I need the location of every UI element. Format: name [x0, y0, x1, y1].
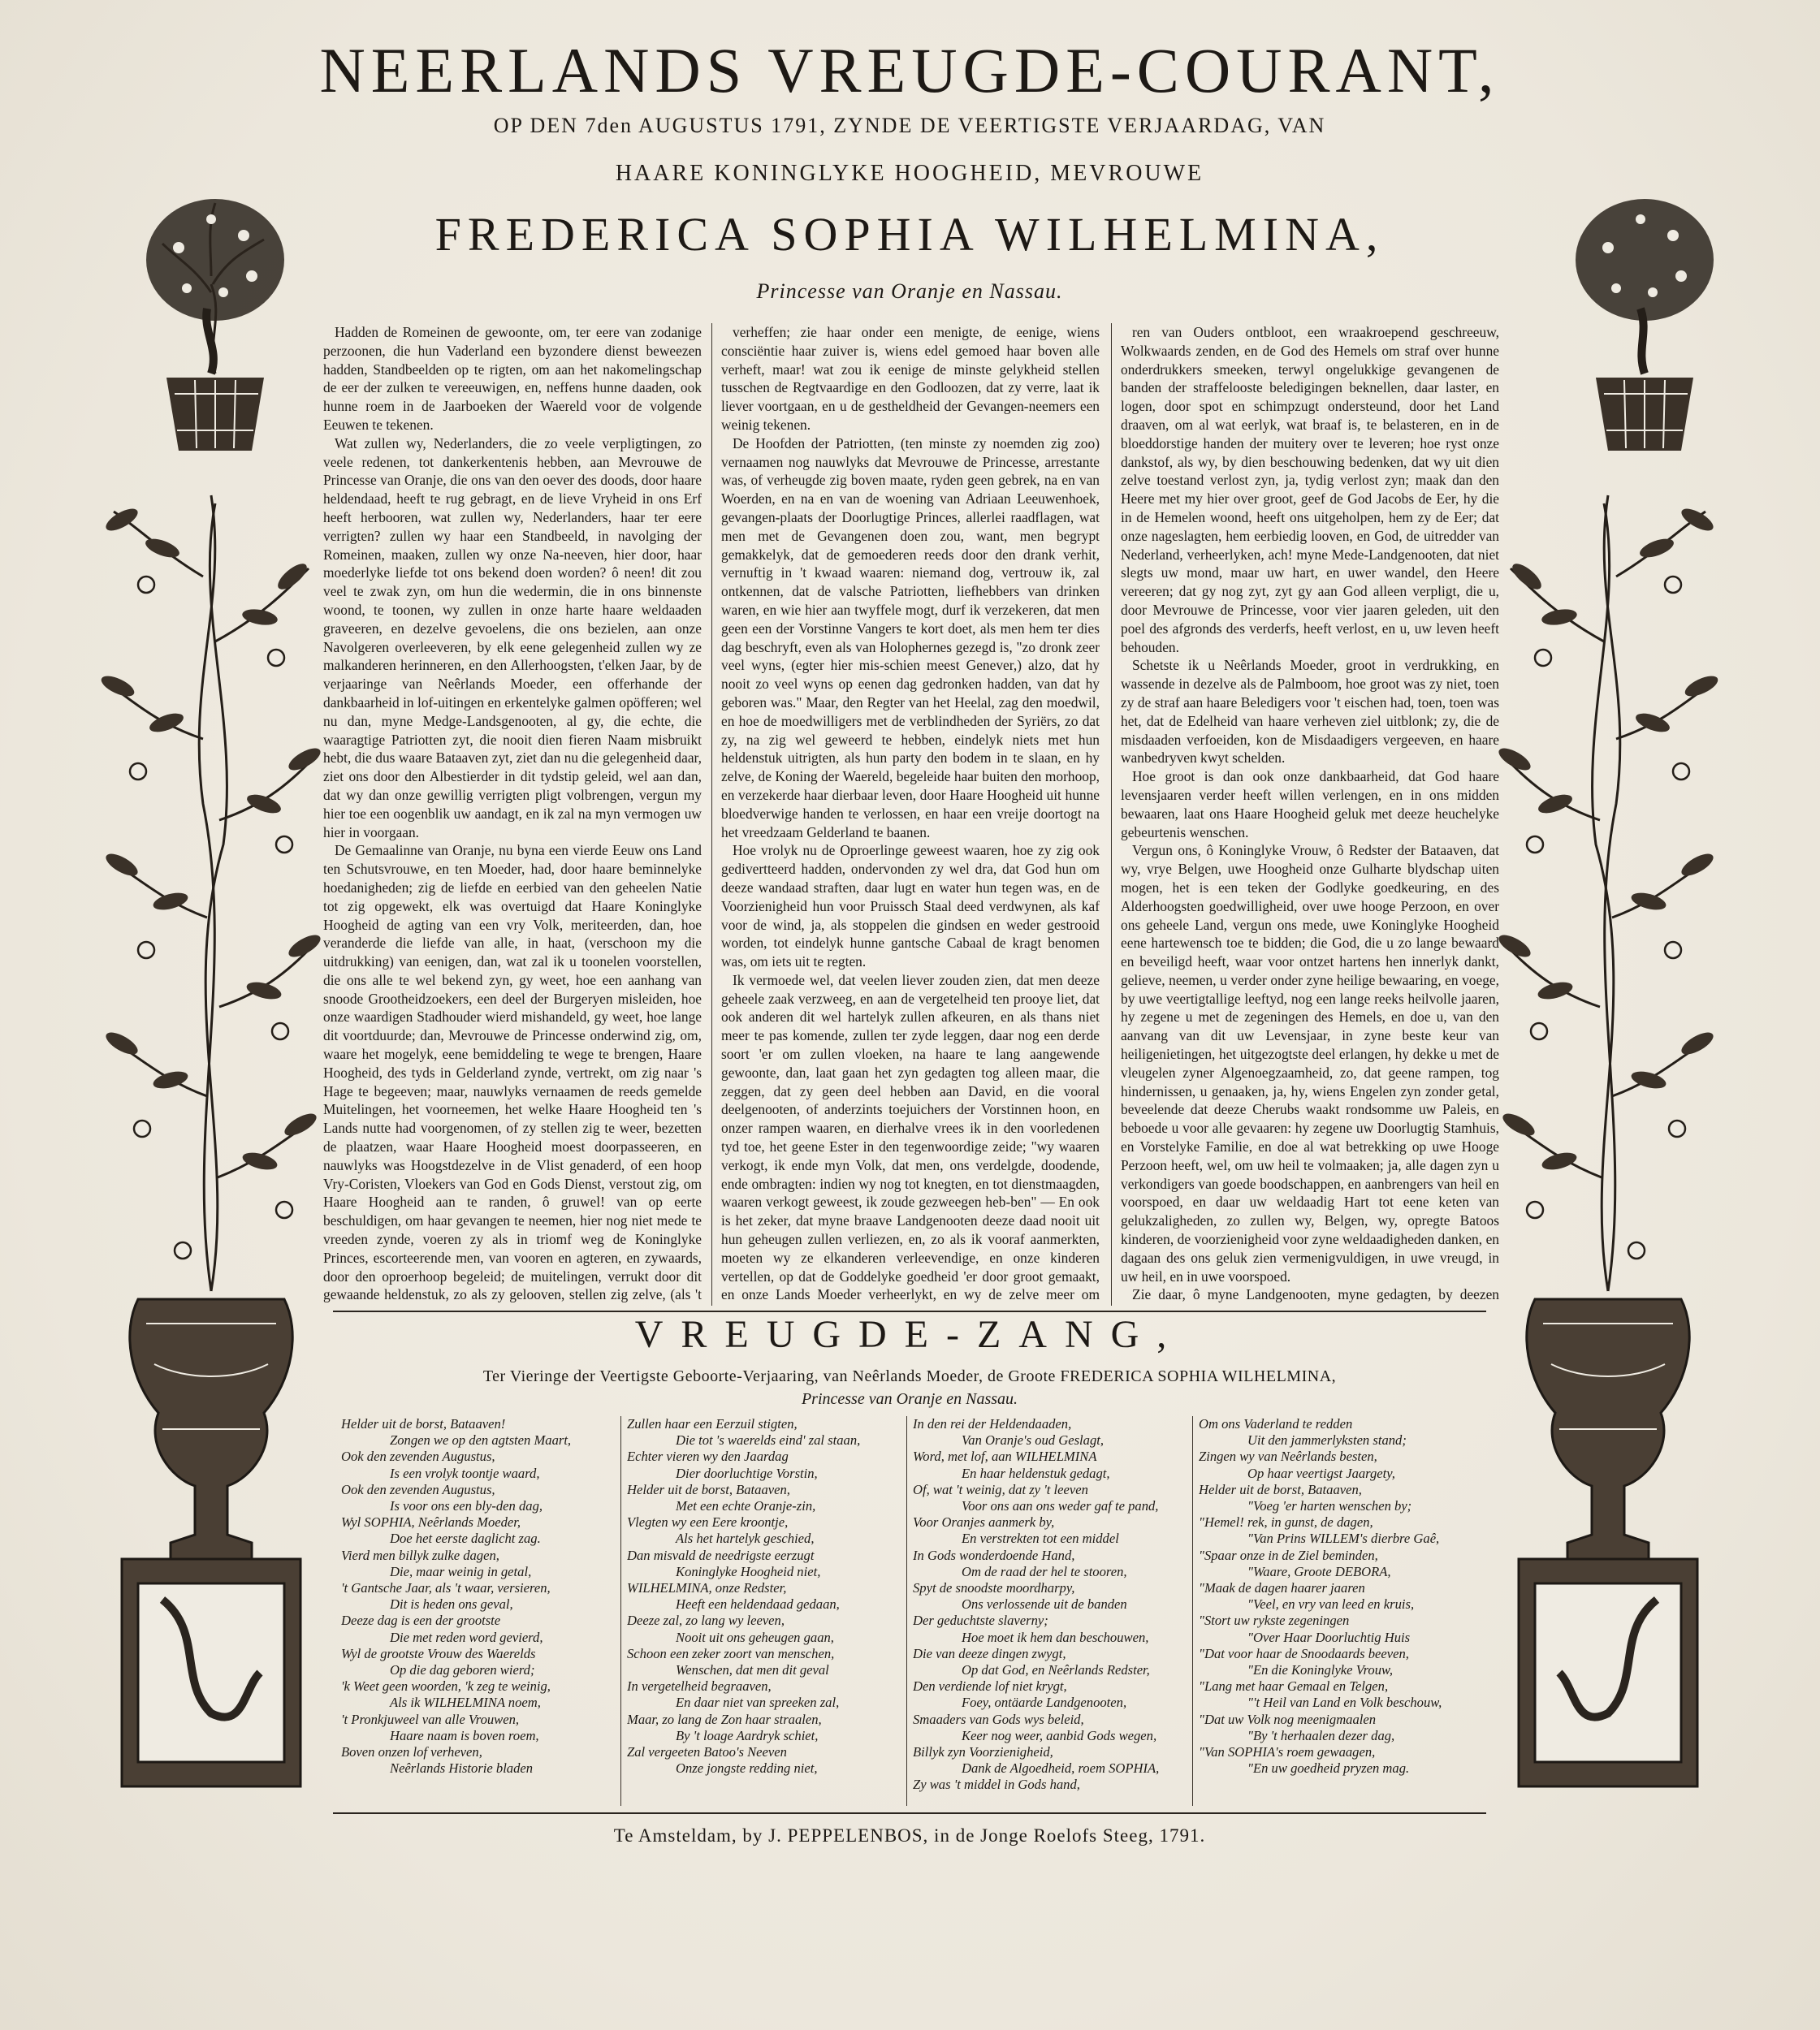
article-column-2: [721, 323, 1100, 1306]
verse-line: Onze jongste redding niet,: [676, 1760, 818, 1777]
verse-line: Die van deeze dingen zwygt,: [913, 1645, 1066, 1661]
verse-line: Met een echte Oranje-zin,: [676, 1498, 816, 1514]
verse-line: Neêrlands Historie bladen: [390, 1760, 534, 1777]
article-paragraph: Schetste ik u Neêrlands Moeder, groot in verdrukking, en wassende in dezelve als de Palmboom, hoe groot was zy niet, toen zy de straf aan haare Beledigers voor 't eischen had, toen, toen was het, dat de Edelheid van haare verheven ziel uitblonk; zy, die de misdaaden verfoeiden, kon de Misdaadigers vergeeven, en haare wanbedryven kwyt schelden.: [1121, 657, 1499, 767]
verse-line: Op die dag geboren wierd;: [390, 1662, 535, 1678]
verse-line: En verstrekten tot een middel: [962, 1531, 1119, 1547]
verse-line: Maar, zo lang de Zon haar straalen,: [627, 1711, 822, 1727]
verse-line: Helder uit de borst, Bataaven!: [341, 1416, 506, 1432]
verse-line: Schoon een zeker zoort van menschen,: [627, 1645, 835, 1661]
printer-imprint: Te Amsteldam, by J. PEPPELENBOS, in de Jonge Roelofs Steeg, 1791.: [613, 1825, 1206, 1846]
verse-line: In den rei der Heldendaaden,: [913, 1416, 1072, 1432]
verse-line: Of, wat 't weinig, dat zy 't leeven: [913, 1481, 1088, 1497]
verse-line: Op dat God, en Neêrlands Redster,: [962, 1662, 1150, 1678]
verse-line: 't Gantsche Jaar, als 't waar, versieren,: [341, 1580, 551, 1596]
verse-line: Dan misvald de needrigste eerzugt: [627, 1547, 815, 1563]
song-title: VREUGDE-ZANG,: [634, 1313, 1185, 1356]
verse-line: "Hemel! rek, in gunst, de dagen,: [1199, 1514, 1373, 1531]
verse-line: Dit is heden ons geval,: [390, 1596, 513, 1613]
verse-line: Die met reden word gevierd,: [390, 1629, 543, 1645]
verse-line: Haare naam is boven roem,: [390, 1727, 539, 1743]
column-divider: [1111, 323, 1112, 1306]
section-rule: [333, 1812, 1486, 1814]
verse-line: "By 't herhaalen dezer dag,: [1247, 1727, 1395, 1743]
verse-line: In vergetelheid begraaven,: [627, 1678, 772, 1695]
verse-line: Uit den jammerlyksten stand;: [1247, 1432, 1407, 1449]
article-column-3: [1121, 323, 1499, 1306]
honoree-name: FREDERICA SOPHIA WILHELMINA,: [434, 208, 1385, 261]
verse-line: Dier doorluchtige Vorstin,: [676, 1465, 818, 1481]
verse-line: Echter vieren wy den Jaardag: [627, 1449, 789, 1465]
verse-line: "'t Heil van Land en Volk beschouw,: [1247, 1695, 1442, 1711]
verse-line: Spyt de snoodste moordharpy,: [913, 1580, 1075, 1596]
verse-line: Zal vergeeten Batoo's Neeven: [627, 1744, 787, 1760]
verse-line: "Waare, Groote DEBORA,: [1247, 1563, 1391, 1579]
verse-line: Zy was 't middel in Gods hand,: [913, 1777, 1080, 1793]
verse-line: Voor ons aan ons weder gaf te pand,: [962, 1498, 1159, 1514]
verse-line: Als ik WILHELMINA noem,: [390, 1695, 541, 1711]
verse-line: "Van Prins WILLEM's dierbre Gaê,: [1247, 1531, 1440, 1547]
verse-line: Foey, ontäarde Landgenooten,: [962, 1695, 1127, 1711]
verse-line: "Over Haar Doorluchtig Huis: [1247, 1629, 1411, 1645]
verse-line: "Lang met haar Gemaal en Telgen,: [1199, 1678, 1389, 1695]
article-paragraph: Hadden de Romeinen de gewoonte, om, ter eere van zodanige perzoonen, die hun Vaderland een byzondere dienst beweezen hadden, Standbeelden op te rigten, om aan het nakomelingschap de eer der zulken te vereeuwigen, en, neffens hunne daaden, ook hunne roem in de Jaarboeken der Waereld voor de volgende Eeuwen te tekenen.: [323, 324, 702, 433]
honoree-title: Princesse van Oranje en Nassau.: [756, 279, 1063, 303]
verse-column-2: [627, 1416, 900, 1806]
verse-line: Wenschen, dat men dit geval: [676, 1662, 829, 1678]
article-columns: [323, 323, 1499, 1306]
verse-line: Ook den zevenden Augustus,: [341, 1481, 495, 1497]
verse-line: Is voor ons een bly-den dag,: [390, 1498, 543, 1514]
orange-tree-urn-right-icon: [1486, 479, 1730, 1795]
verse-line: Doe het eerste daglicht zag.: [390, 1531, 541, 1547]
verse-line: 'k Weet geen woorden, 'k zeg te weinig,: [341, 1678, 551, 1695]
verse-line: "Dat voor haar de Snoodaards beeven,: [1199, 1645, 1409, 1661]
verse-line: Vierd men billyk zulke dagen,: [341, 1547, 499, 1563]
verse-line: "Maak de dagen haarer jaaren: [1199, 1580, 1365, 1596]
newspaper-title: NEERLANDS VREUGDE-COURANT,: [319, 35, 1500, 106]
verse-line: Der geduchtste slaverny;: [913, 1613, 1048, 1629]
verse-line: By 't loage Aardryk schiet,: [676, 1727, 819, 1743]
column-divider: [711, 323, 712, 1306]
verse-line: En daar niet van spreeken zal,: [676, 1695, 840, 1711]
verse-line: Helder uit de borst, Bataaven,: [1199, 1481, 1362, 1497]
potted-tree-right-icon: [1559, 171, 1730, 463]
verse-line: Die tot 's waerelds eind' zal staan,: [676, 1432, 861, 1449]
dateline: OP DEN 7den AUGUSTUS 1791, ZYNDE DE VEERTIGSTE VERJAARDAG, VAN: [493, 114, 1326, 137]
verse-line: Van Oranje's oud Geslagt,: [962, 1432, 1105, 1449]
dedication-line: HAARE KONINGLYKE HOOGHEID, MEVROUWE: [615, 161, 1204, 186]
verse-line: "Dat uw Volk nog meenigmaalen: [1199, 1711, 1377, 1727]
verse-divider: [1192, 1416, 1193, 1806]
verse-line: Ons verlossende uit de banden: [962, 1596, 1127, 1613]
verse-line: "Spaar onze in de Ziel beminden,: [1199, 1547, 1378, 1563]
article-paragraph: Wat zullen wy, Nederlanders, die zo veele verpligtingen, zo veele redenen, tot dankerkentenis hebben, aan Mevrouwe de Princesse van Oranje, die ons van den oever des doods, door haare heldendaad, heeft te rug gebragt, en de lieve Vryheid in ons Erf heeft herbooren, wat zullen wy, Nederlanders, haar ter eere verrigten? zullen wy haar een Standbeeld, in navolging der Romeinen, maaken, zullen wy onze Na-neeven, hier door, haar moederlyke liefde tot ons bekend doen worden? ô neen! dit zou veel te zwak zyn, om hun die wedermin, die in ons binnenste woond, te toonen, wy zullen in onze harte haare weldaaden graveeren, en dezelve gevoelens, die ons bezielen, aan onze Navolgeren overleeveren, by elk eene gelegenheid zullen wy ze malkanderen herinneren, en den Allerhoogsten, t'elken Jaar, by de verjaaringe van Neêrlands Moeder, een offerhande der dankbaarheid in lof-uitingen en erkentelyke galmen opöfferen; wel nu dan, myne Medge-Landsgenooten, al gy, die echte, die waaragtige Patriotten zyt, die nooit dien fieren Naam misbruikt hebt, die dus waare Bataaven zyt, ziet dan nu die gelegenheid daar, ziet ons door den Albestierder in dit tydstip geleid, wel aan dan, dat wy dan onze gewillig verrigten pligt volbrengen, vergun my hier toe een oogenblik uw aandagt, en ik zal na myn vermogen uw hier in voorgaan.: [323, 434, 702, 840]
verse-line: Zongen we op den agtsten Maart,: [390, 1432, 572, 1449]
article-paragraph: De Gemaalinne van Oranje, nu byna een vierde Eeuw ons Land ten Schutsvrouwe, en ten Moeder, had, door haare beminnelyke hoedanigheden; zig de liefde en eerbied van den geheelen Natie tot zig opgewekt, elk was overtuigd dat Haare Koninglyke Hoogheid de agting van een vry Volk, meriteerden, dan, hoe veranderde die liefde van alle, in haat, (verschoon my die uitdrukking) van eenigen, dan, wat zal ik u toonelen voorstellen, die ons alle te wel bekend zyn, gy weet, hoe een aanhang van snoode Grootheidzoekers, een deel der Burgeryen misleiden, hoe onze waardigen Stadhouder wierd mishandeld, gy weet, hoe lange dit voortduurde; dan, Mevrouwe de Princesse onderwind zig, om, waare het mogelyk, eene bemiddeling te wege te brengen, Haare Hoogheid, des tyds in Gelderland zynde, vertrekt, om zig naar 's Hage te begeeven; maar, nauwlyks vernaamen de reeds gemelde Muitelingen, het voorneemen, het welke Haare Hoogheid ten 's Lands nutte had voorgenomen, of zy stellen zig te weer, bezetten de plaatzen, waar Haare Hoogheid moest doorpasseeren, en nauwlyks was Hoogstdezelve in de Vlist genaderd, of een hoop Vry-Coristen, Vloekers van God en Gods Dienst, verstout zig, om Haare Hoogheid aan te randen, ô gruwel! van op eerte beschuldigen, om haar gevangen te neemen, hier nog niet mede te vreeden zynde, voeren zy als in triomf weg de Koninglyke Princes, escorteerende men, van vooren en agteren, en zywaards, door den oproerhoop begeleid; de muitelingen, verrukt door dit gewaande heldenstuk, zo als zy gelooven, stellen zig zelve, (als 't: [323, 842, 702, 1303]
verse-line: Boven onzen lof verheven,: [341, 1744, 482, 1760]
verse-line: Dank de Algoedheid, roem SOPHIA,: [962, 1760, 1160, 1777]
potted-tree-left-icon: [130, 171, 300, 463]
verse-line: Ook den zevenden Augustus,: [341, 1449, 495, 1465]
verse-line: "En uw goedheid pryzen mag.: [1247, 1760, 1410, 1777]
article-paragraph: Hoe vrolyk nu de Oproerlinge geweest waaren, hoe zy zig ook gedivertteerd hadden, ondervonden zy wel dra, dat God hun om deeze wandaad straften, daar lugt en water hun tegen was, en de Voorzienigheid hun voor Pruissch Staal deed verdwynen, als kaf voor de wind, ja, als stoppelen die gindsen en weder gestrooid worden, tot eindelyk hunne gantsche Cabaal de kragt benomen was, om iets uit te regten.: [721, 842, 1100, 970]
verse-line: "Veel, en vry van leed en kruis,: [1247, 1596, 1415, 1613]
verse-line: Den verdiende lof niet krygt,: [913, 1678, 1067, 1695]
song-verses: [341, 1416, 1478, 1806]
song-subtitle-princess: Princesse van Oranje en Nassau.: [801, 1390, 1018, 1408]
verse-line: In Gods wonderdoende Hand,: [913, 1547, 1075, 1563]
verse-line: Op haar veertigst Jaargety,: [1247, 1465, 1395, 1481]
verse-column-1: [341, 1416, 614, 1806]
verse-column-4: [1199, 1416, 1472, 1806]
verse-line: Wyl de grootste Vrouw des Waerelds: [341, 1645, 536, 1661]
verse-line: Als het hartelyk geschied,: [676, 1531, 815, 1547]
verse-line: "Voeg 'er harten wenschen by;: [1247, 1498, 1412, 1514]
verse-line: Smaaders van Gods wys beleid,: [913, 1711, 1084, 1727]
verse-line: Wyl SOPHIA, Neêrlands Moeder,: [341, 1514, 521, 1531]
section-rule: [333, 1311, 1486, 1312]
verse-line: Deeze dag is een der grootste: [341, 1613, 501, 1629]
verse-divider: [906, 1416, 907, 1806]
article-paragraph: Ik vermoede wel, dat veelen liever zouden zien, dat men deeze geheele zaak verzweeg, en aan de vergetelheid ten prooye liet, dat ook anderen dit wel hartelyk zullen afkeuren, en als thans niet meer te pas komende, zullen ter zyde leggen, daar nog een derde soort 'er om zullen vloeken, na haare te lang aangewende gewoonte, dan, laat gaan het zyn gedagten tog alleen maar, die zeggen, dat zy geen deel hebben aan David, en die vooral deelgenooten, of anderzints toejuichers der Vorstinnen hoon, en onzer rampen waaren, en dierhalve vrees ik in den voorledenen tyd toe, het geene Ester in den tegenwoordige zeide; "wy waaren verkogt, ik ende myn Volk, dat men, ons verdelgde, doodende, ende ombragten: indien wy nog tot knegten, en tot dienstmaagden, waaren verkogt geweest, ik zoude gezweegen heb-ben" — En ook is het zeker, dat myne braave Landgenooten deeze daad nooit uit hun geheugen zullen verliezen, en, zo als ik vooraf aanmerkten, moeten wy ze elkanderen verleevendige, en onze kinderen vertellen, op dat de Goddelyke goedheid 'er door groot gemaakt, en onze Lands Moeder verheerlykt, en wy de zelve meer om: [721, 971, 1100, 1303]
article-paragraph: De Hoofden der Patriotten, (ten minste zy noemden zig zoo) vernaamen nog nauwlyks dat Mevrouwe de Princesse, arrestante was, of verheugde zig boven maate, ryden geen gebrek, na en van Woerden, en na en van de woening van Adriaan Leeuwenhoek, gevangen-plaats der Doorlugtige Princes, allerlei raadflagen, wat men met de Gevangenen doen zou, want, men begrypt gemakkelyk, dat de gemoederen reeds door den drank verhit, vernuftig in 't kwaad waaren: niemand dog, vertrouw ik, zal ontkennen, dat de valsche Patriotten, liefhebbers van drinken waren, en wie hier aan twyffele mogt, durf ik verzekeren, dat men geen een der Vorstinne Vangers te kort doet, als men hem ter dies dag beschryft, even als van Holophernes gezegd is, "zo dronk zeer veel wyns, (egter hier mis-schien meest Genever,) alzo, dat hy nooit zo veel wyns op eenen dag gedronken hadden, van dat hy geboren was." Maar, den Regter van het Heelal, zag den moedwil, en hoe de moedwilligers met de verblindheden der Syriërs, zo dat zy, na zig wel geweerd te hebben, eindelyk niets met hun heldenstuk uitrigten, als hun party den bodem in te slaan, en hy zelve, de Koning der Waereld, begeleide haar buiten den morhoop, en verzekerde haar dierbaar leven, door Haare Hoogheid uit hunne bloedverwige handen te verlossen, en haar een vreije doortogt na het vreedzaam Gelderland te baanen.: [721, 434, 1100, 840]
verse-line: En haar heldenstuk gedagt,: [962, 1465, 1110, 1481]
orange-tree-urn-left-icon: [89, 479, 333, 1795]
verse-line: Nooit uit ons geheugen gaan,: [676, 1629, 834, 1645]
verse-line: Word, met lof, aan WILHELMINA: [913, 1449, 1097, 1465]
article-column-1: [323, 323, 702, 1306]
article-paragraph: Zie daar, ô myne Landgenooten, myne gedagten, by deezen: [1132, 1286, 1499, 1303]
article-paragraph: Hoe groot is dan ook onze dankbaarheid, dat God haare levensjaaren verder heeft willen verlengen, en in ons midden bewaaren, laat ons Haare Hoogheid geluk met deeze heuchelyke gebeurtenis wenschen.: [1121, 768, 1499, 840]
verse-line: Die, maar weinig in getal,: [390, 1563, 532, 1579]
verse-line: "Van SOPHIA's roem gewaagen,: [1199, 1744, 1376, 1760]
verse-line: "Stort uw rykste zegeningen: [1199, 1613, 1350, 1629]
article-paragraph: ren van Ouders ontbloot, een wraakroepend geschreeuw, Wolkwaards zenden, en de God des Hemels om straf over hunne onderdrukkers smeeken, terwyl ongelukkige gevangenen de banden der straffelooste beledigingen beknellen, daar laster, en logen, door spot en schimpzugt ondersteund, door het Land draaven, om al wat eerlyk, wat braaf is, te belasteren, en in de bloeddorstige handen der muitery over te leveren; hoe ryst onze dankstof, als wy, by dien beschouwing bedenken, dat wy uit dien zelve toestand verlost zyn, ja, tydig verlost zyn; maak dan den Heere met my hier over groot, geef de God Jacobs de Eer, hy die in de Hemelen woond, heeft ons uitgeholpen, hem zy de Eer; dat onze nageslagten, hem eerbiedig looven, en God, de uitredder van Nederland, verheerlyken, ach! myne Mede-Landgenooten, dat niet slegts uw mond, maar uw hart, en uwer wandel, den Heere vereeren; dat gy nog zyt, zyt gy aan God alleen verpligt, die u, door Mevrouwe de Princesse, voor vier jaaren geleden, uit den poel des afgronds des verderfs, heeft verlost, en u, uw leven heeft behouden.: [1121, 324, 1499, 655]
verse-line: Om de raad der hel te stooren,: [962, 1563, 1127, 1579]
verse-line: Deeze zal, zo lang wy leeven,: [627, 1613, 785, 1629]
verse-line: Zingen wy van Neêrlands besten,: [1199, 1449, 1377, 1465]
verse-line: WILHELMINA, onze Redster,: [627, 1580, 787, 1596]
verse-line: Om ons Vaderland te redden: [1199, 1416, 1353, 1432]
verse-column-3: [913, 1416, 1186, 1806]
verse-line: Voor Oranjes aanmerk by,: [913, 1514, 1055, 1531]
verse-line: Keer nog weer, aanbid Gods wegen,: [962, 1727, 1157, 1743]
verse-line: "En die Koninglyke Vrouw,: [1247, 1662, 1394, 1678]
verse-line: Vlegten wy een Eere kroontje,: [627, 1514, 789, 1531]
article-paragraph: verheffen; zie haar onder een menigte, de eenige, wiens consciëntie haar zuiver is, wiens edel gemoed haar boven alle verheft, maar! wat zou ik eenige de minste gelykheid stellen tusschen de Regtvaardige en den Godloozen, dat zy verre, laat ik liever voortgaan, en u de gestheldheid der Gevangen-neemers een weinig tekenen.: [721, 324, 1100, 433]
article-paragraph: Vergun ons, ô Koninglyke Vrouw, ô Redster der Bataaven, dat wy, vrye Belgen, uwe Hoogheid onze Gulharte blydschap uiten mogen, het is een teken der Godlyke goedkeuring, en des Alderhoogsten goedwilligheid, over uwe hooge Perzoon, en over ons geheele Land, vergun ons mede, uwe Koninglyke Hoogheid eene hartewensch toe te bidden; die God, die u zo lange bewaard en beveiligd heeft, waar voor ontzet hartens hen innerlyk dankt, gelieve, neemen, u verder onder zyne heilige bewaaring, en voege, by uwe veertigtallige leeftyd, nog een lange reeks heilvolle jaaren, hy zegene u met de zegeningen des Hemels, en doe u, van den aanvang van dit uw Levensjaar, in zyne beste keur van heiligenietingen, het uitgezogtste deel erlangen, hy dekke u met de vleugelen zyner Algenoegzaamheid, zo, dat geene rampen, tog hindernissen, u genaaken, ja, hy, wiens Engelen zyn zonder getal, beveelende dat deeze Cherubs waakt rondsomme uw Paleis, en beboede u voor alle gevaaren: hy zegene uw Doorlugtig Stamhuis, en Vorstelyke Familie, en doe al wat betrekking op uwe Hooge Perzoon heeft, wel, om uw heil te volmaaken; ja, alle dagen zyn u verkondigers van goede boodschappen, en aanbrengers van heil en voorspoed, en daar uw weldaadig Hart tot eene keten van gelukzaligheden, zo zullen wy, Belgen, wy, opregte Batoos kinderen, de voorzienigheid voor zyne weldaadigheden danken, en dagaan des ons geluk zien vermenigvuldigen, in uwe vreugd, in uw heil, en in uwe voorspoed.: [1121, 842, 1499, 1285]
verse-line: Billyk zyn Voorzienigheid,: [913, 1744, 1053, 1760]
verse-line: Heeft een heldendaad gedaan,: [676, 1596, 840, 1613]
verse-line: Is een vrolyk toontje waard,: [390, 1465, 540, 1481]
verse-line: 't Pronkjuweel van alle Vrouwen,: [341, 1711, 520, 1727]
song-subtitle: Ter Vieringe der Veertigste Geboorte-Verjaaring, van Neêrlands Moeder, de Groote FREDERICA SOPHIA WILHELMINA,: [482, 1367, 1337, 1385]
verse-line: Hoe moet ik hem dan beschouwen,: [962, 1629, 1149, 1645]
verse-line: Zullen haar een Eerzuil stigten,: [627, 1416, 798, 1432]
verse-line: Helder uit de borst, Bataaven,: [627, 1481, 790, 1497]
verse-line: Koninglyke Hoogheid niet,: [676, 1563, 821, 1579]
verse-divider: [620, 1416, 621, 1806]
